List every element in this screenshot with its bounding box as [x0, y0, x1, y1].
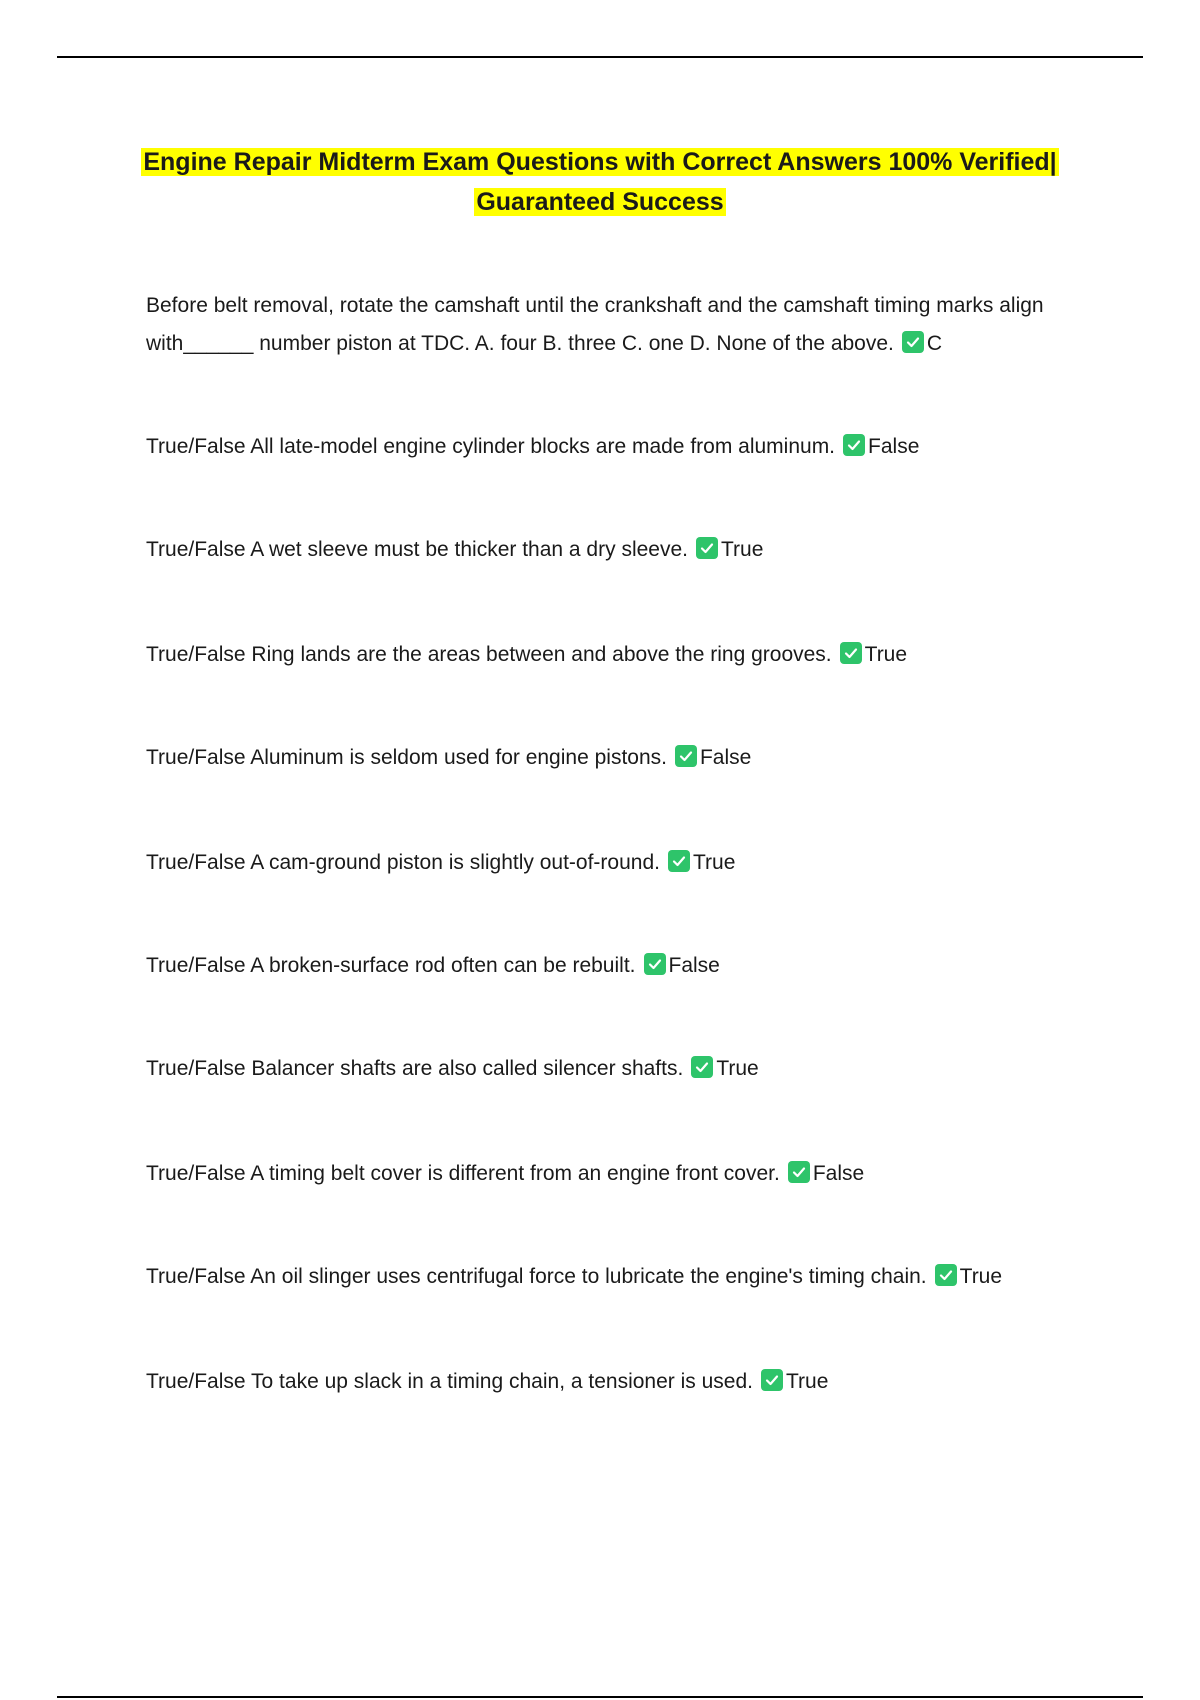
question-item	[146, 531, 1076, 569]
answer-text: True	[692, 851, 736, 874]
check-mark-icon	[788, 1161, 810, 1183]
check-mark-icon	[935, 1264, 957, 1286]
question-item	[146, 739, 1076, 777]
check-mark-icon	[761, 1369, 783, 1391]
answer-text: True	[864, 643, 908, 666]
question-text: True/False An oil slinger uses centrifugal force to lubricate the engine's timing chain.	[146, 1265, 927, 1288]
question-item	[146, 1363, 1076, 1401]
question-text: True/False A wet sleeve must be thicker than a dry sleeve.	[146, 538, 688, 561]
answer-text: False	[868, 435, 920, 458]
answer-text: True	[785, 1370, 829, 1393]
question-text: True/False A timing belt cover is different from an engine front cover.	[146, 1162, 780, 1185]
header-rule	[57, 56, 1143, 58]
question-item	[146, 1258, 1076, 1296]
check-mark-icon	[691, 1056, 713, 1078]
question-item	[146, 844, 1076, 882]
question-text: True/False Aluminum is seldom used for engine pistons.	[146, 746, 667, 769]
question-item	[146, 428, 1076, 466]
title-line-1: Engine Repair Midterm Exam Questions with Correct Answers 100% Verified|	[143, 148, 1057, 176]
check-mark-icon	[696, 537, 718, 559]
document-title	[100, 142, 1100, 222]
answer-text: True	[720, 538, 764, 561]
question-text: True/False To take up slack in a timing chain, a tensioner is used.	[146, 1370, 753, 1393]
answer-text: True	[959, 1265, 1003, 1288]
question-text: True/False Balancer shafts are also called silencer shafts.	[146, 1057, 684, 1080]
question-item	[146, 1050, 1076, 1088]
check-mark-icon	[668, 850, 690, 872]
check-mark-icon	[644, 953, 666, 975]
footer-rule	[57, 1696, 1143, 1698]
answer-text: False	[699, 746, 752, 769]
question-text: True/False All late-model engine cylinder blocks are made from aluminum.	[146, 435, 836, 458]
question-text: Before belt removal, rotate the camshaft until the crankshaft and the camshaft timing marks align with______ number piston at TDC. A. four B. three C. one D. None of the above.	[146, 294, 1044, 355]
title-line-2: Guaranteed Success	[476, 188, 724, 216]
check-mark-icon	[840, 642, 862, 664]
check-mark-icon	[902, 331, 924, 353]
check-mark-icon	[675, 745, 697, 767]
answer-text: False	[812, 1162, 865, 1185]
question-item	[146, 636, 1076, 674]
question-item	[146, 947, 1076, 985]
question-text: True/False A broken-surface rod often can be rebuilt.	[146, 954, 636, 977]
answer-text: False	[668, 954, 720, 977]
answer-text: True	[716, 1057, 759, 1080]
answer-text: C	[926, 332, 943, 355]
question-item	[146, 1155, 1076, 1193]
question-text: True/False Ring lands are the areas between and above the ring grooves.	[146, 643, 832, 666]
question-item	[146, 287, 1076, 363]
check-mark-icon	[843, 434, 865, 456]
question-text: True/False A cam-ground piston is slightly out-of-round.	[146, 851, 660, 874]
